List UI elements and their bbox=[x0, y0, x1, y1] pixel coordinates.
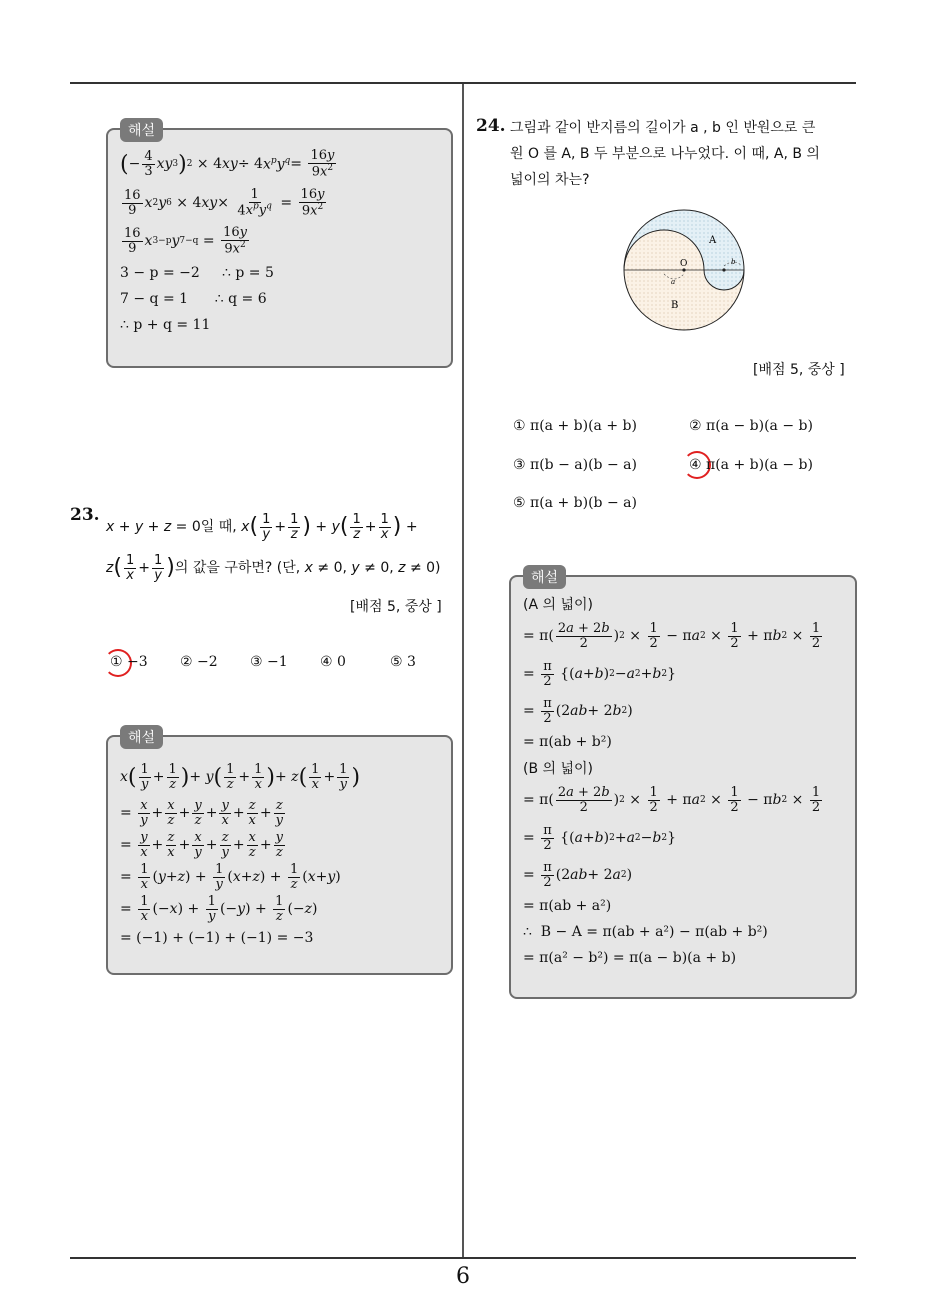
q23-number: 23. bbox=[70, 505, 100, 525]
solution-tag: 해설 bbox=[120, 118, 163, 142]
solution-tag: 해설 bbox=[120, 725, 163, 749]
q24-choice-5[interactable]: ⑤ π(a + b)(b − a) bbox=[513, 495, 637, 511]
q24-text bbox=[510, 115, 856, 193]
q24-choice-4[interactable]: ④ π(a + b)(a − b) bbox=[689, 457, 813, 473]
q23-choice-3[interactable]: ③ −1 bbox=[250, 654, 288, 670]
q24-choice-3[interactable]: ③ π(b − a)(b − a) bbox=[513, 457, 637, 473]
q23-step-5: = $\frac{1}{x}$ (− x ) + $\frac{1}{y}$ (− y ) + $\frac{1}{z}$ (− z ) bbox=[120, 893, 318, 924]
q24-step-12: = π(a² − b²) = π(a − b)(a + b) bbox=[523, 950, 737, 966]
q24-figure bbox=[619, 208, 749, 338]
q22-step-1: ( − $\frac{4}{3}$ xy 3 ) 2 × 4 xy ÷ 4 $x^py^q$ = $\frac{16y}{9x^2}$ bbox=[120, 148, 335, 180]
q22-solution-box bbox=[106, 123, 453, 368]
q24-step-9: = $\frac{\pi}{2}$ (2 ab + 2 a 2 ) bbox=[523, 859, 633, 890]
q22-step-4: 3 − p = −2 ∴ p = 5 bbox=[120, 265, 274, 281]
q23-choice-5[interactable]: ⑤ 3 bbox=[390, 654, 416, 670]
q24-step-4: = $\frac{\pi}{2}$ (2 ab + 2 b 2 ) bbox=[523, 695, 633, 726]
figure-label-O: O bbox=[680, 259, 688, 269]
q23-step-2: = $\frac{x}{y}$ + $\frac{x}{z}$ + $\frac{y}{z}$ + $\frac{y}{x}$ + $\frac{z}{x}$ + $\frac{z}{y}$ bbox=[120, 797, 283, 828]
q22-step-6: ∴ p + q = 11 bbox=[120, 317, 211, 333]
figure-label-B: B bbox=[671, 300, 679, 311]
figure-label-a: a bbox=[671, 278, 676, 286]
q23-text: x + y + z = 0일 때, x ( $\frac{1}{y}$ + $\frac{1}{z}$ ) + y ( $\frac{1}{z}$ + $\frac{1}{x}$ ) + z ( $\frac{1}{x}$ + $\frac{1}{y}$ ) 의 값을 구하면? (단, x ≠ 0, y ≠ 0, z ≠ 0) bbox=[106, 511, 441, 583]
q24-score: [배점 5, 중상 ] bbox=[753, 362, 845, 378]
page-number: 6 bbox=[456, 1264, 470, 1289]
solution-tag: 해설 bbox=[523, 565, 566, 589]
q24-step-2: = π( $\frac{2a + 2b}{2}$ ) 2 × $\frac{1}{2}$ − π a 2 × $\frac{1}{2}$ + π b 2 × $\frac{1}{2}$ bbox=[523, 620, 821, 651]
q23-choice-4[interactable]: ④ 0 bbox=[320, 654, 346, 670]
q24-step-5: = π(ab + b²) bbox=[523, 734, 612, 750]
q24-step-7: = π( $\frac{2a + 2b}{2}$ ) 2 × $\frac{1}{2}$ + π a 2 × $\frac{1}{2}$ − π b 2 × $\frac{1}{2}$ bbox=[523, 784, 821, 815]
q24-choice-1[interactable]: ① π(a + b)(a + b) bbox=[513, 418, 637, 434]
bottom-rule bbox=[70, 1257, 856, 1259]
q24-step-6: (B 의 넓이) bbox=[523, 761, 594, 777]
q24-step-10: = π(ab + a²) bbox=[523, 898, 612, 914]
q24-step-8: = $\frac{\pi}{2}$ {( a + b ) 2 + a 2 − b 2 } bbox=[523, 822, 677, 853]
q24-text-line-3: 넓이의 차는? bbox=[510, 172, 590, 188]
q24-choice-2[interactable]: ② π(a − b)(a − b) bbox=[689, 418, 813, 434]
q23-step-3: = $\frac{y}{x}$ + $\frac{z}{x}$ + $\frac{x}{y}$ + $\frac{z}{y}$ + $\frac{x}{z}$ + $\frac{y}{z}$ bbox=[120, 829, 283, 860]
q24-step-1: (A 의 넓이) bbox=[523, 597, 593, 613]
q22-step-5: 7 − q = 1 ∴ q = 6 bbox=[120, 291, 267, 307]
column-divider bbox=[462, 84, 464, 1258]
q23-choice-2[interactable]: ② −2 bbox=[180, 654, 218, 670]
q23-choice-1[interactable]: ① −3 bbox=[110, 654, 148, 670]
q23-score: [배점 5, 중상 ] bbox=[350, 599, 442, 615]
q24-text-line-2: 원 O 를 A, B 두 부분으로 나누었다. 이 때, A, B 의 bbox=[510, 146, 820, 162]
q22-step-2: $\frac{16}{9}$ x 2 y 6 × 4 xy × $\frac{1}{4x^py^q}$ = $\frac{16y}{9x^2}$ bbox=[124, 187, 325, 219]
q24-step-3: = $\frac{\pi}{2}$ {( a + b ) 2 − a 2 + b 2 } bbox=[523, 658, 677, 689]
q23-step-1: x ( $\frac{1}{y}$ + $\frac{1}{z}$ ) + y ( $\frac{1}{z}$ + $\frac{1}{x}$ ) + z ( $\frac{1}{x}$ + $\frac{1}{y}$ ) bbox=[120, 761, 361, 792]
figure-label-A: A bbox=[709, 235, 717, 246]
figure-label-b: b bbox=[731, 258, 736, 266]
q23-step-4: = $\frac{1}{x}$ ( y + z ) + $\frac{1}{y}$ ( x + z ) + $\frac{1}{z}$ ( x + y ) bbox=[120, 861, 341, 892]
q23-step-6: = (−1) + (−1) + (−1) = −3 bbox=[120, 930, 314, 946]
q24-step-11: ∴ B − A = π(ab + a²) − π(ab + b²) bbox=[523, 924, 768, 940]
q24-number: 24. bbox=[476, 116, 506, 136]
q24-solution-box bbox=[509, 570, 857, 999]
q24-text-line-1: 그림과 같이 반지름의 길이가 a , b 인 반원으로 큰 bbox=[510, 120, 816, 136]
q22-step-3: $\frac{16}{9}$ x 3−p y 7−q = $\frac{16y}{9x^2}$ bbox=[124, 225, 247, 257]
q23-solution-box bbox=[106, 730, 453, 975]
